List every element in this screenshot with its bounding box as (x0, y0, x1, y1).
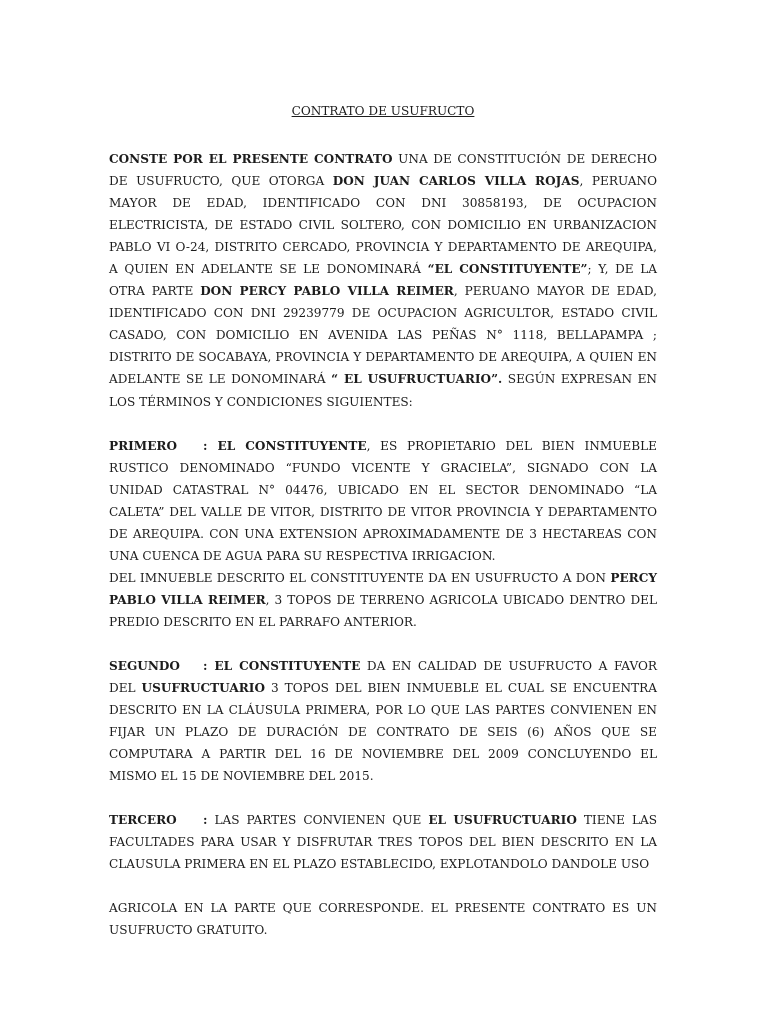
clause-primero-colon: : (203, 438, 208, 453)
text-run: , PERUANO MAYOR DE EDAD, IDENTIFICADO CON DNI 30858193, DE OCUPACION ELECTRICISTA, DE ESTADO CIVIL SOLTERO, CON DOMICILIO EN URBANIZACION PABLO VI O-24, DISTRITO CERCADO, PROVINCIA Y DEPARTAMENTO DE AREQUIPA, A QUIEN EN ADELANTE SE LE DONOMINARÁ (109, 174, 657, 277)
bold-text-run: DON PERCY PABLO VILLA REIMER (200, 284, 454, 299)
bold-text-run: CONSTE POR EL PRESENTE CONTRATO (109, 152, 393, 166)
clause-tercero-paragraph-2: AGRICOLA EN LA PARTE QUE CORRESPONDE. EL PRESENTE CONTRATO ES UN USUFRUCTO GRATUITO. (109, 901, 657, 938)
bold-text-run: PERCY PABLO VILLA REIMER (109, 570, 657, 607)
text-run: DA EN CALIDAD DE USUFRUCTO A FAVOR DEL (109, 658, 657, 696)
clause-primero-text (109, 439, 657, 563)
clause-segundo-label: SEGUNDO (109, 658, 180, 673)
clause-segundo-paragraph (109, 655, 657, 787)
clause-tercero-label: TERCERO (109, 813, 177, 828)
bold-text-run: EL USUFRUCTUARIO (428, 813, 577, 828)
text-run: UNA DE CONSTITUCIÓN DE DERECHO DE USUFRUCTO, QUE OTORGA (109, 152, 658, 189)
intro-paragraph (109, 148, 657, 413)
clause-tercero-paragraph (109, 809, 657, 875)
bold-text-run: USUFRUCTUARIO (141, 681, 265, 696)
text-run: , ES PROPIETARIO DEL BIEN INMUEBLE RUSTICO DENOMINADO “FUNDO VICENTE Y GRACIELA”, SIGNADO CON LA UNIDAD CATASTRAL N° 04476, UBICADO EN EL SECTOR DENOMINADO “LA CALETA” DEL VALLE DE VITOR, DISTRITO DE VITOR PROVINCIA Y DEPARTAMENTO DE AREQUIPA. CON UNA EXTENSION APROXIMADAMENTE DE 3 HECTAREAS CON UNA CUENCA DE AGUA PARA SU RESPECTIVA IRRIGACION. (109, 438, 658, 563)
text-run: 3 TOPOS DEL BIEN INMUEBLE EL CUAL SE ENCUENTRA DESCRITO EN LA CLÁUSULA PRIMERA, POR LO QUE LAS PARTES CONVIENEN EN FIJAR UN PLAZO DE DURACIÓN DE CONTRATO DE SEIS (6) AÑOS QUE SE COMPUTARA A PARTIR DEL 16 DE NOVIEMBRE DEL 2009 CONCLUYENDO EL MISMO EL 15 DE NOVIEMBRE DEL 2015. (109, 681, 657, 784)
clause-segundo-colon: : (203, 658, 208, 673)
text-run: , 3 TOPOS DE TERRENO AGRICOLA UBICADO DENTRO DEL PREDIO DESCRITO EN EL PARRAFO ANTERIOR. (109, 592, 657, 629)
text-run: ; Y, DE LA OTRA PARTE (109, 262, 657, 299)
document-page (109, 104, 657, 964)
text-run: LAS PARTES CONVIENEN QUE (207, 813, 429, 828)
bold-text-run: EL CONSTITUYENTE (207, 438, 367, 453)
bold-text-run: DON JUAN CARLOS VILLA ROJAS (332, 174, 580, 189)
bold-text-run: EL CONSTITUYENTE (207, 658, 361, 673)
clause-tercero-colon: : (203, 813, 208, 828)
clause-primero-paragraph-2 (109, 567, 657, 633)
document-title: CONTRATO DE USUFRUCTO (291, 104, 475, 118)
clause-primero-label: PRIMERO (109, 438, 177, 453)
text-run: SEGÚN EXPRESAN EN LOS TÉRMINOS Y CONDICIONES SIGUIENTES: (109, 372, 657, 409)
text-run: TIENE LAS FACULTADES PARA USAR Y DISFRUTAR TRES TOPOS DEL BIEN DESCRITO EN LA CLAUSULA PRIMERA EN EL PLAZO ESTABLECIDO, EXPLOTANDOLO DANDOLE USO (109, 813, 657, 872)
clause-segundo-text (109, 659, 657, 783)
bold-text-run: “EL CONSTITUYENTE” (427, 262, 588, 277)
clause-primero-paragraph (109, 435, 657, 567)
bold-text-run: “ EL USUFRUCTUARIO”. (331, 372, 503, 387)
text-run: DEL IMNUEBLE DESCRITO EL CONSTITUYENTE DA EN USUFRUCTO A DON (109, 570, 611, 585)
text-run: , PERUANO MAYOR DE EDAD, IDENTIFICADO CON DNI 29239779 DE OCUPACION AGRICULTOR, ESTADO CIVIL CASADO, CON DOMICILIO EN AVENIDA LAS PEÑAS N° 1118, BELLAPAMPA ; DISTRITO DE SOCABAYA, PROVINCIA Y DEPARTAMENTO DE AREQUIPA, A QUIEN EN ADELANTE SE LE DONOMINARÁ (109, 284, 657, 387)
